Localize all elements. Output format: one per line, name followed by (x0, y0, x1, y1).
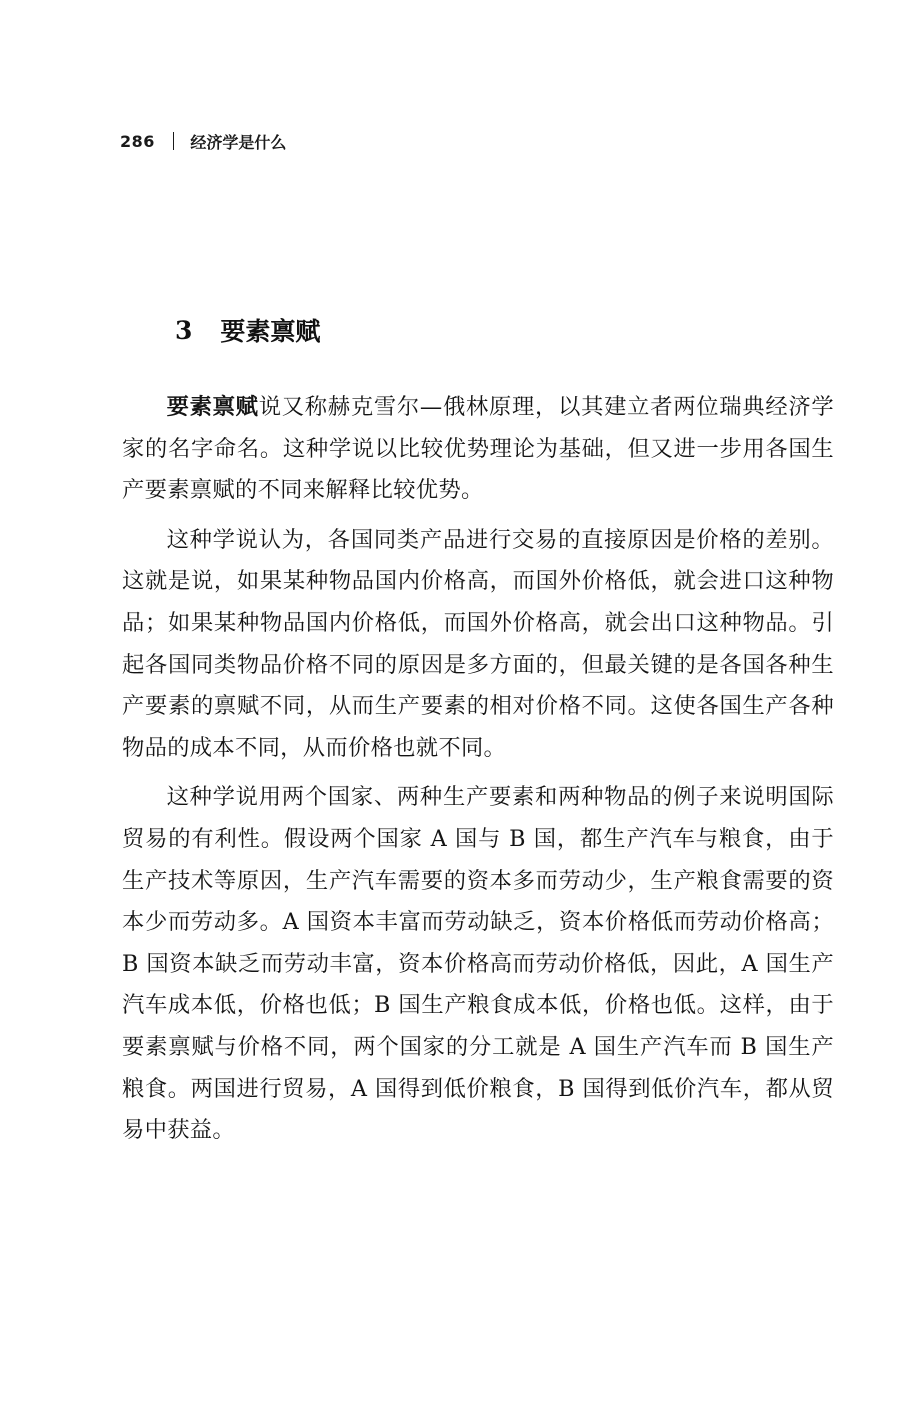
page-number: 286 (120, 131, 155, 151)
paragraph-1-text: 说又称赫克雪尔—俄林原理，以其建立者两位瑞典经济学家的名字命名。这种学说以比较优势理论为基础，但又进一步用各国生产要素禀赋的不同来解释比较优势。 (122, 394, 834, 504)
running-header (120, 128, 286, 154)
key-term: 要素禀赋 (166, 394, 259, 420)
paragraph-2: 这种学说认为，各国同类产品进行交易的直接原因是价格的差别。这就是说，如果某种物品国内价格高，而国外价格低，就会进口这种物品；如果某种物品国内价格低，而国外价格高，就会出口这种物品。引起各国同类物品价格不同的原因是多方面的，但最关键的是各国各种生产要素的禀赋不同，从而生产要素的相对价格不同。这使各国生产各种物品的成本不同，从而价格也就不同。 (122, 526, 834, 761)
book-title: 经济学是什么 (190, 132, 287, 152)
paragraph-3: 这种学说用两个国家、两种生产要素和两种物品的例子来说明国际贸易的有利性。假设两个国家 A 国与 B 国，都生产汽车与粮食，由于生产技术等原因，生产汽车需要的资本多而劳动少，生产粮食需要的资本少而劳动多。A 国资本丰富而劳动缺乏，资本价格低而劳动价格高；B 国资本缺乏而劳动丰富，资本价格高而劳动价格低，因此，A 国生产汽车成本低，价格也低；B 国生产粮食成本低，价格也低。这样，由于要素禀赋与价格不同，两个国家的分工就是 A 国生产汽车而 B 国生产粮食。两国进行贸易，A 国得到低价粮食，B 国得到低价汽车，都从贸易中获益。 (122, 784, 834, 1144)
section-heading (175, 310, 320, 350)
section-title: 要素禀赋 (220, 317, 321, 346)
paragraph-1 (122, 387, 834, 512)
header-divider (173, 132, 175, 150)
section-number: 3 (175, 315, 193, 345)
body-text (122, 387, 834, 1160)
